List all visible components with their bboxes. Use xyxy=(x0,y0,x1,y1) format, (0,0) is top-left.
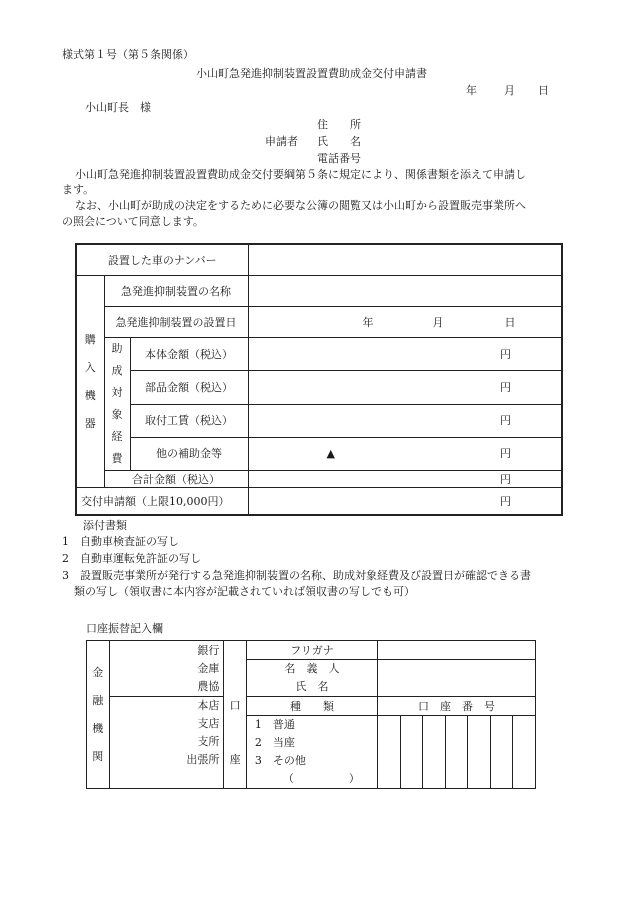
account-digit-3[interactable] xyxy=(423,716,446,789)
form-title: 小山町急発進抑制装置設置費助成金交付申請書 xyxy=(196,67,427,80)
account-holder-field[interactable] xyxy=(378,660,536,697)
account-type-options[interactable] xyxy=(246,716,377,789)
labor-cost-field[interactable]: 円 xyxy=(248,404,562,437)
bank-account-table xyxy=(86,640,536,789)
parts-price-field[interactable]: 円 xyxy=(248,371,562,404)
account-holder-label: 名 義 人 氏 名 xyxy=(246,660,377,697)
bank-section-heading: 口座振替記入欄 xyxy=(86,622,163,635)
account-number-label: 口 座 番 号 xyxy=(378,697,536,716)
deduction-triangle: ▲ xyxy=(326,446,335,460)
car-number-field[interactable] xyxy=(248,244,562,276)
honten-label: 本店 xyxy=(197,699,220,712)
install-date-label: 急発進抑制装置の設置日 xyxy=(104,307,248,338)
furigana-field[interactable] xyxy=(378,641,536,660)
other-subsidy-yen: 円 xyxy=(500,447,511,461)
shisho-label: 支所 xyxy=(197,735,220,748)
option-other[interactable]: 3 その他 xyxy=(254,754,306,767)
car-number-label: 設置した車のナンバー xyxy=(76,244,248,276)
account-digit-1[interactable] xyxy=(378,716,401,789)
nokyo-label: 農協 xyxy=(197,679,220,693)
form-number: 様式第１号（第５条関係） xyxy=(62,48,194,61)
body-para-1: 小山町急発進抑制装置設置費助成金交付要綱第５条に規定により、関係書類を添えて申請し xyxy=(75,168,526,181)
application-table xyxy=(75,243,563,516)
financial-institution-label: 金 融 機 関 xyxy=(87,641,110,789)
institution-type-cell[interactable] xyxy=(109,641,224,697)
install-month: 月 xyxy=(432,316,444,329)
address-label: 住 所 xyxy=(317,118,361,131)
total-price-field[interactable]: 円 xyxy=(248,471,562,488)
account-type-label: 種 類 xyxy=(246,697,377,716)
account-label: 口 座 xyxy=(224,641,247,789)
purchase-equipment-label: 購 入 機 器 xyxy=(76,276,104,488)
body-para-1-cont: ます。 xyxy=(62,183,95,196)
attachment-item-3: 3 設置販売事業所が発行する急発進抑制装置の名称、助成対象経費及び設置日が確認できる書 xyxy=(62,569,531,582)
option-other-paren[interactable]: （ ） xyxy=(282,772,360,785)
attachment-item-3-cont: 類の写し（領収書に本内容が記載されていれば領収書の写しでも可） xyxy=(74,585,415,598)
other-subsidy-field[interactable] xyxy=(248,437,562,470)
install-day: 日 xyxy=(504,316,516,329)
body-price-field[interactable]: 円 xyxy=(248,338,562,371)
device-name-field[interactable] xyxy=(248,276,562,307)
shinkin-label: 金庫 xyxy=(197,661,220,675)
bank-label: 銀行 xyxy=(197,643,220,657)
phone-label: 電話番号 xyxy=(317,152,361,165)
request-amount-field[interactable]: 円 xyxy=(248,488,562,516)
attachment-item-2: 2 自動車運転免許証の写し xyxy=(62,552,201,565)
account-digit-4[interactable] xyxy=(445,716,468,789)
attachments-heading: 添付書類 xyxy=(83,519,127,532)
date-year-label: 年 xyxy=(466,84,477,97)
labor-cost-label: 取付工賃（税込） xyxy=(130,404,248,437)
body-para-2: なお、小山町が助成の決定をするために必要な公簿の閲覧又は小山町から設置販売事業所へ xyxy=(75,199,526,212)
account-digit-7[interactable] xyxy=(513,716,536,789)
option-futsu[interactable]: 1 普通 xyxy=(254,718,295,731)
addressee: 小山町長 様 xyxy=(85,101,151,114)
parts-price-label: 部品金額（税込） xyxy=(130,371,248,404)
body-para-2-cont: の照会について同意します。 xyxy=(62,215,204,228)
date-day-label: 日 xyxy=(538,84,549,97)
install-year: 年 xyxy=(362,316,374,329)
shucchojo-label: 出張所 xyxy=(186,753,220,766)
account-digit-5[interactable] xyxy=(468,716,491,789)
name-label: 氏 名 xyxy=(317,135,361,148)
device-name-label: 急発進抑制装置の名称 xyxy=(104,276,248,307)
furigana-label: フリガナ xyxy=(246,641,377,660)
other-subsidy-label: 他の補助金等 xyxy=(130,437,248,470)
request-amount-label: 交付申請額（上限10,000円） xyxy=(76,488,248,516)
branch-type-cell[interactable] xyxy=(109,697,224,789)
subsidy-cost-label: 助 成 対 象 経 費 xyxy=(104,338,130,471)
body-price-label: 本体金額（税込） xyxy=(130,338,248,371)
account-digit-6[interactable] xyxy=(490,716,513,789)
attachment-item-1: 1 自動車検査証の写し xyxy=(62,535,179,548)
account-digit-2[interactable] xyxy=(400,716,423,789)
applicant-role-label: 申請者 xyxy=(265,135,298,148)
install-date-field[interactable] xyxy=(248,307,562,338)
shiten-label: 支店 xyxy=(197,717,220,730)
total-price-label: 合計金額（税込） xyxy=(104,471,248,488)
date-month-label: 月 xyxy=(504,84,515,97)
option-toza[interactable]: 2 当座 xyxy=(254,736,295,749)
